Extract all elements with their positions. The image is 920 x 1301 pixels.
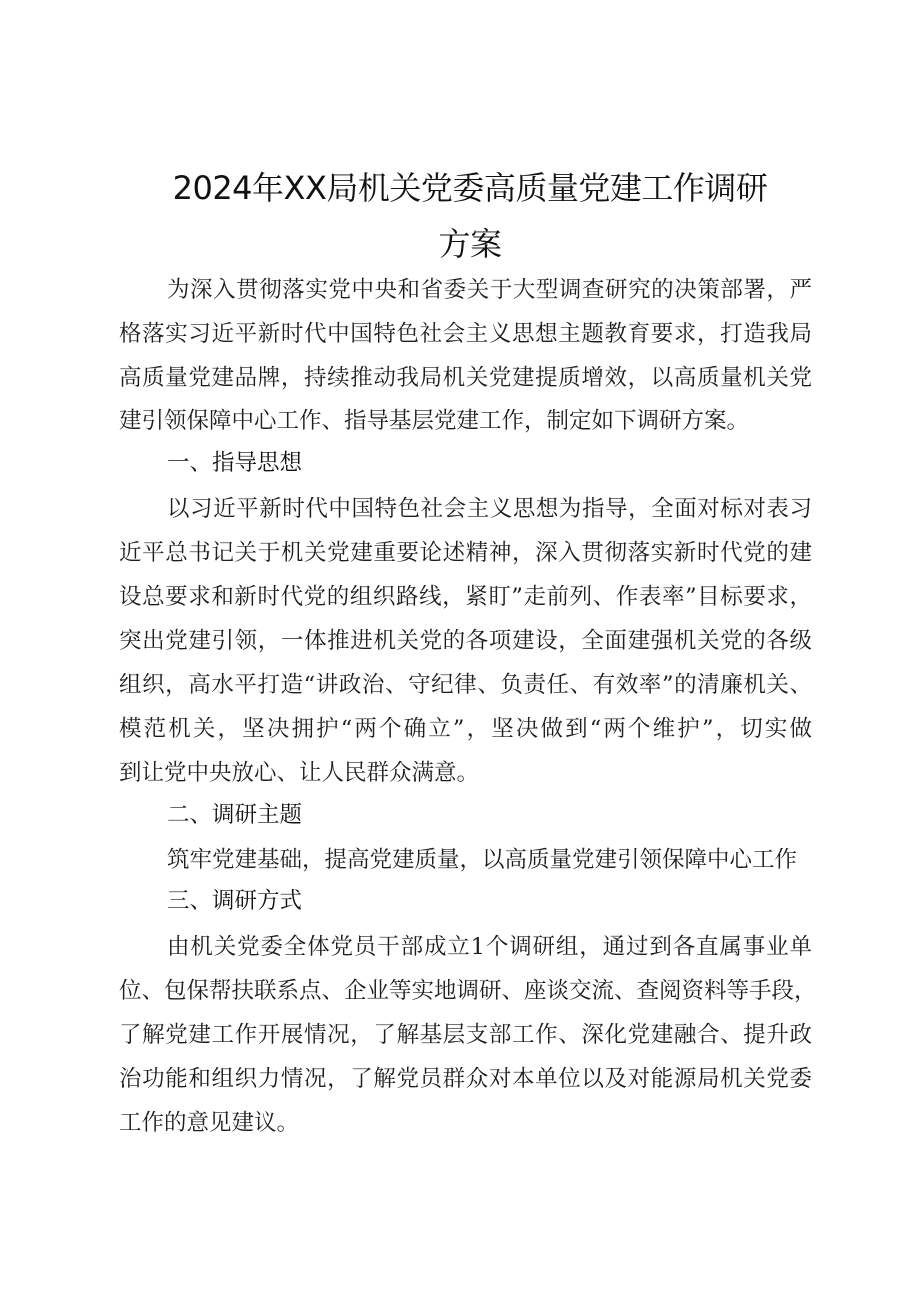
section1-line: 突出党建引领，一体推进机关党的各项建设，全面建强机关党的各级 xyxy=(119,628,812,654)
section3-line: 位、包保帮扶联系点、企业等实地调研、座谈交流、查阅资料等手段， xyxy=(119,978,817,1004)
intro-line: 高质量党建品牌，持续推动我局机关党建提质增效，以高质量机关党 xyxy=(119,365,812,391)
intro-line: 为深入贯彻落实党中央和省委关于大型调查研究的决策部署，严 xyxy=(167,277,812,303)
intro-line: 格落实习近平新时代中国特色社会主义思想主题教育要求，打造我局 xyxy=(119,321,812,347)
document-title-line-1: 2024年XX局机关党委高质量党建工作调研 xyxy=(172,169,768,207)
section1-line: 到让党中央放心、让人民群众满意。 xyxy=(119,760,480,786)
section3-line: 了解党建工作开展情况，了解基层支部工作、深化党建融合、提升政 xyxy=(119,1022,812,1048)
section1-line: 设总要求和新时代党的组织路线，紧盯”走前列、作表率”目标要求， xyxy=(119,584,812,610)
intro-line: 建引领保障中心工作、指导基层党建工作，制定如下调研方案。 xyxy=(119,408,750,434)
section1-line: 模范机关，坚决拥护“两个确立”，坚决做到“两个维护”，切实做 xyxy=(119,716,812,742)
section2-line: 筑牢党建基础，提高党建质量，以高质量党建引领保障中心工作 xyxy=(167,847,798,873)
section1-line: 组织，高水平打造“讲政治、守纪律、负责任、有效率”的清廉机关、 xyxy=(119,672,812,698)
section1-line: 近平总书记关于机关党建重要论述精神，深入贯彻落实新时代党的建 xyxy=(119,540,812,566)
section1-line: 以习近平新时代中国特色社会主义思想为指导，全面对标对表习 xyxy=(167,496,812,522)
section-heading-research-method: 三、调研方式 xyxy=(167,888,303,914)
section3-line: 由机关党委全体党员干部成立1个调研组，通过到各直属事业单 xyxy=(167,934,812,960)
section3-line: 工作的意见建议。 xyxy=(119,1110,300,1136)
section-heading-research-theme: 二、调研主题 xyxy=(167,802,303,828)
section-heading-guiding-ideology: 一、指导思想 xyxy=(167,450,303,476)
document-title-line-2: 方案 xyxy=(438,225,502,263)
section3-line: 治功能和组织力情况，了解党员群众对本单位以及对能源局机关党委 xyxy=(119,1066,812,1092)
